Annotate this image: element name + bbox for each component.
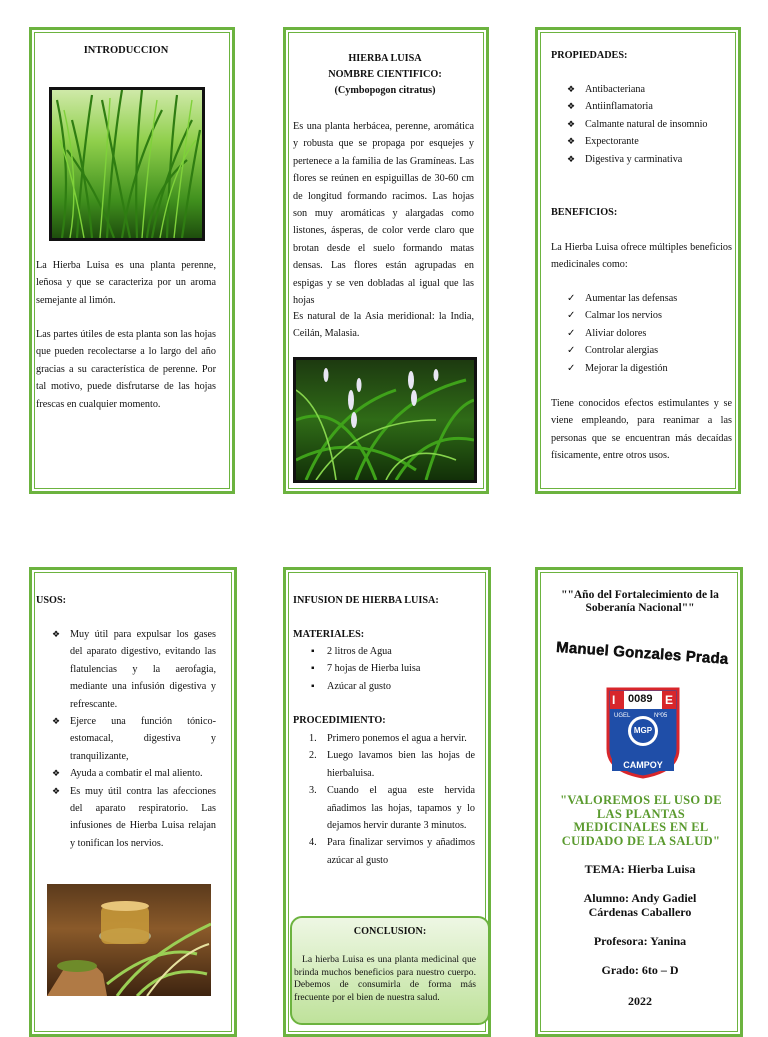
material-item: ▪ 2 litros de Agua bbox=[309, 643, 479, 660]
uses-list bbox=[52, 626, 216, 852]
conclusion-box bbox=[290, 916, 490, 1025]
materials-heading: MATERIALES: bbox=[293, 629, 365, 640]
plant-description: Es una planta herbácea, perenne, aromática y robusta que se propaga por esquejes y pertenece a la familia de las Gramíneas. Las flores se reúnen en espiguillas de 30-60 cm de longitud formando racimos. Las hojas son muy aromáticas y alargadas como listones, ásperas, de color verde claro que brotan desde el suelo formando matas densas. Las flores están agrupadas en espigas y se ven dobladas al igual que las hojas bbox=[293, 121, 474, 307]
intro-paragraph-2: Las partes útiles de esta planta son las hojas que pueden recolectarse a lo largo del año gracias a su característica de perenne. Por tal motivo, puede disfrutarse de las hojas frescas en cualquier momento. bbox=[36, 329, 216, 410]
property-item: ❖ Antibacteriana bbox=[567, 81, 735, 98]
lemongrass-flower-image bbox=[293, 357, 477, 483]
tea-image bbox=[47, 884, 211, 996]
material-item: ▪ Azúcar al gusto bbox=[309, 678, 479, 695]
use-item: ❖ Ayuda a combatir el mal aliento. bbox=[52, 765, 216, 782]
conclusion-heading: CONCLUSION: bbox=[353, 926, 427, 937]
procedure-step: 1. Primero ponemos el agua a hervir. bbox=[309, 733, 467, 744]
benefits-list bbox=[567, 290, 735, 377]
flower-illustration bbox=[296, 360, 474, 480]
procedure-step: 2. Luego lavamos bien las hojas de hierbaluisa. bbox=[309, 750, 475, 779]
benefits-closing: Tiene conocidos efectos estimulantes y se viene empleando, para reanimar a las personas que se encuentran más decaídas físicamente, entre otros usos. bbox=[551, 398, 732, 462]
procedure-list bbox=[309, 730, 475, 869]
slogan: "VALOREMOS EL USO DE LAS PLANTAS MEDICINALES EN EL CUIDADO DE LA SALUD" bbox=[560, 793, 722, 848]
logo-number: 0089 bbox=[628, 693, 653, 705]
alumno: Alumno: Andy Gadiel Cárdenas Caballero bbox=[583, 891, 697, 919]
property-item: ❖ Antiinflamatoria bbox=[567, 98, 735, 115]
benefit-item: ✓ Aliviar dolores bbox=[567, 325, 735, 342]
uses-heading: USOS: bbox=[36, 595, 67, 606]
school-name: Manuel Gonzales Prada bbox=[555, 638, 729, 668]
lemongrass-image bbox=[49, 87, 205, 241]
tema: TEMA: Hierba Luisa bbox=[584, 862, 696, 876]
scientific-name: (Cymbopogon citratus) bbox=[334, 85, 436, 96]
logo-ugel: UGEL bbox=[614, 713, 631, 719]
logo-initials: MGP bbox=[633, 726, 653, 735]
use-item: ❖ Es muy útil contra las afecciones del aparato respiratorio. Las infusiones de Hierba Luisa relajan y tonifican los nervios. bbox=[52, 783, 216, 853]
intro-heading: INTRODUCCION bbox=[83, 45, 169, 56]
logo-left-letter: I bbox=[612, 693, 616, 707]
grass-illustration bbox=[52, 90, 202, 238]
properties-list bbox=[567, 81, 735, 168]
benefit-item: ✓ Aumentar las defensas bbox=[567, 290, 735, 307]
profesora: Profesora: Yanina bbox=[593, 934, 687, 948]
plant-origin: Es natural de la Asia meridional: la India, Ceilán, Malasia. bbox=[293, 311, 474, 340]
procedure-step: 4. Para finalizar servimos y añadimos azúcar al gusto bbox=[309, 837, 475, 866]
conclusion-text: La hierba Luisa es una planta medicinal que brinda muchos beneficios para nuestro cuerpo. Debemos de consumirla de forma más frecuente por el bien de nuestra salud. bbox=[294, 954, 476, 1003]
logo-right-letter: E bbox=[665, 693, 674, 707]
property-item: ❖ Digestiva y carminativa bbox=[567, 151, 735, 168]
property-item: ❖ Expectorante bbox=[567, 133, 735, 150]
plant-title: HIERBA LUISA bbox=[348, 53, 422, 64]
benefits-heading: BENEFICIOS: bbox=[551, 207, 618, 218]
benefit-item: ✓ Calmar los nervios bbox=[567, 307, 735, 324]
year: 2022 bbox=[628, 994, 652, 1008]
school-logo bbox=[606, 687, 680, 779]
properties-heading: PROPIEDADES: bbox=[551, 50, 628, 61]
logo-campoy: CAMPOY bbox=[623, 760, 663, 770]
use-item: ❖ Muy útil para expulsar los gases del aparato digestivo, evitando las flatulencias y la aerofagia, mediante una infusión digestiva y refrescante. bbox=[52, 626, 216, 713]
benefit-item: ✓ Controlar alergias bbox=[567, 342, 735, 359]
grado: Grado: 6to – D bbox=[601, 963, 679, 977]
tea-illustration bbox=[47, 884, 211, 996]
benefits-intro: La Hierba Luisa ofrece múltiples beneficios medicinales como: bbox=[551, 242, 732, 271]
scientific-name-label: NOMBRE CIENTIFICO: bbox=[328, 69, 442, 80]
materials-list bbox=[309, 643, 479, 695]
procedure-heading: PROCEDIMIENTO: bbox=[293, 715, 386, 726]
intro-paragraph-1: La Hierba Luisa es una planta perenne, leñosa y que se caracteriza por un aroma semejante al limón. bbox=[36, 260, 216, 306]
material-item: ▪ 7 hojas de Hierba luisa bbox=[309, 660, 479, 677]
benefit-item: ✓ Mejorar la digestión bbox=[567, 360, 735, 377]
logo-no: Nº05 bbox=[654, 713, 668, 719]
use-item: ❖ Ejerce una función tónico-estomacal, digestiva y tranquilizante, bbox=[52, 713, 216, 765]
procedure-step: 3. Cuando el agua este hervida añadimos las hojas, tapamos y lo dejamos hervir durante 3 minutos. bbox=[309, 785, 475, 832]
property-item: ❖ Calmante natural de insomnio bbox=[567, 116, 735, 133]
year-motto: ""Año del Fortalecimiento de la Soberanía Nacional"" bbox=[561, 589, 719, 614]
infusion-heading: INFUSION DE HIERBA LUISA: bbox=[293, 595, 439, 606]
